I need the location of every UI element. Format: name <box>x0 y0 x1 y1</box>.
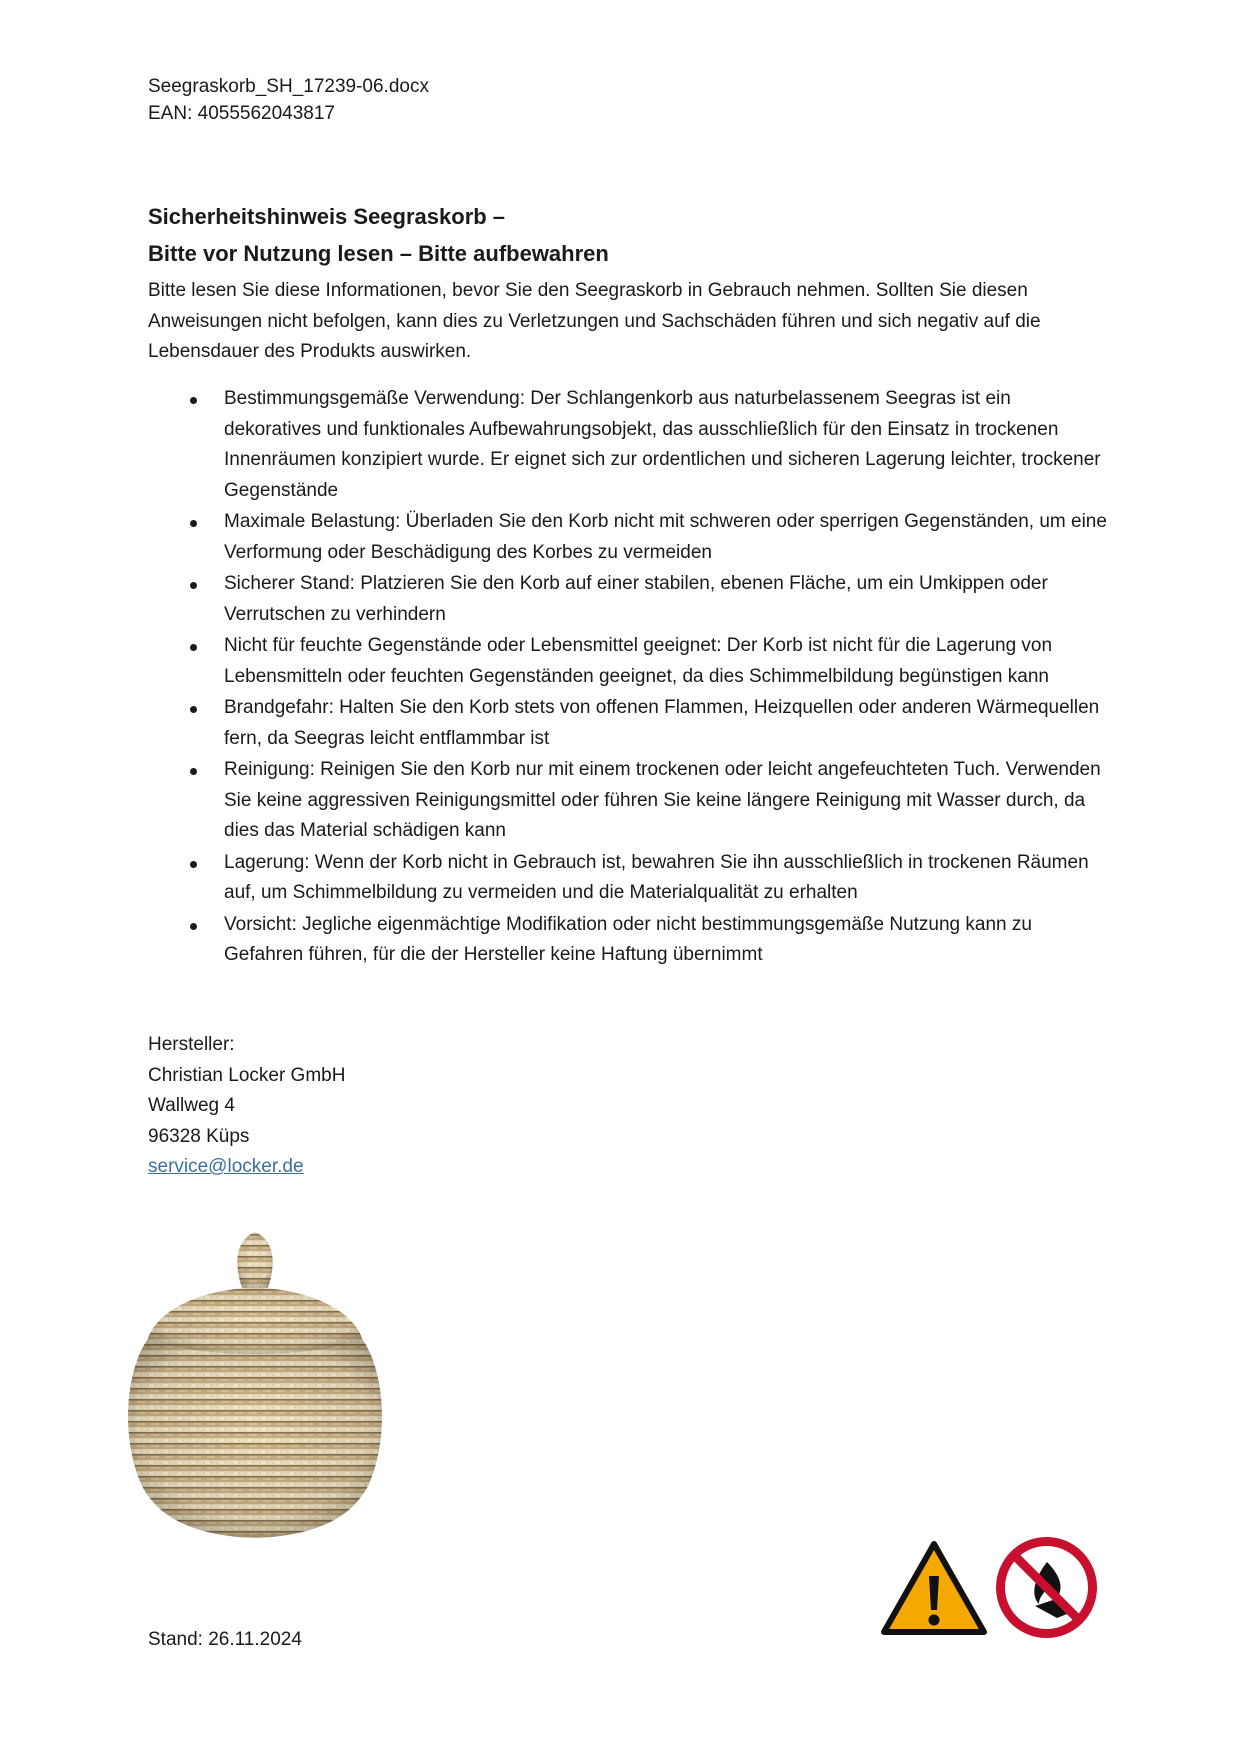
list-item: Reinigung: Reinigen Sie den Korb nur mit einem trockenen oder leicht angefeuchteten Tuch. Verwenden Sie keine aggressiven Reinigungsmittel oder führen Sie keine längere Reinigung mit Wasser durch, da dies das Material schädigen kann <box>190 755 1110 847</box>
manufacturer-street: Wallweg 4 <box>148 1095 235 1116</box>
bullet-icon <box>190 861 197 868</box>
no-open-flame-icon <box>995 1536 1098 1639</box>
manufacturer-city: 96328 Küps <box>148 1125 250 1147</box>
list-item: Sicherer Stand: Platzieren Sie den Korb auf einer stabilen, ebenen Fläche, um ein Umkippen oder Verrutschen zu verhindern <box>190 569 1110 630</box>
bullet-icon <box>190 520 197 527</box>
warning-triangle-icon <box>880 1540 988 1638</box>
document-header <box>148 73 429 127</box>
list-item: Maximale Belastung: Überladen Sie den Korb nicht mit schweren oder sperrigen Gegenständen, um eine Verformung oder Beschädigung des Korbes zu vermeiden <box>190 507 1110 568</box>
manufacturer-label: Hersteller: <box>148 1034 235 1055</box>
manufacturer-email-link[interactable]: service@locker.de <box>148 1156 304 1177</box>
ean-code: EAN: 4055562043817 <box>148 103 335 124</box>
title-line-1: Sicherheitshinweis Seegraskorb – <box>148 204 506 229</box>
bullet-icon <box>190 397 197 404</box>
intro-paragraph: Bitte lesen Sie diese Informationen, bevor Sie den Seegraskorb in Gebrauch nehmen. Sollten Sie diesen Anweisungen nicht befolgen, kann dies zu Verletzungen und Sachschäden führen und sich negativ auf die Lebensdauer des Produkts auswirken. <box>148 280 1041 362</box>
list-item: Nicht für feuchte Gegenstände oder Lebensmittel geeignet: Der Korb ist nicht für die Lagerung von Lebensmitteln oder feuchten Gegenständen geeignet, da dies Schimmelbildung begünstigen kann <box>190 631 1110 692</box>
bullet-icon <box>190 768 197 775</box>
list-item: Vorsicht: Jegliche eigenmächtige Modifikation oder nicht bestimmungsgemäße Nutzung kann zu Gefahren führen, für die der Hersteller keine Haftung übernimmt <box>190 910 1110 971</box>
bullet-icon <box>190 706 197 713</box>
bullet-icon <box>190 923 197 930</box>
list-item: Lagerung: Wenn der Korb nicht in Gebrauch ist, bewahren Sie ihn ausschließlich in trockenen Räumen auf, um Schimmelbildung zu vermeiden und die Materialqualität zu erhalten <box>190 848 1110 909</box>
manufacturer-block <box>148 1030 345 1183</box>
bullet-icon <box>190 644 197 651</box>
title-line-2: Bitte vor Nutzung lesen – Bitte aufbewahren <box>148 241 609 266</box>
page-title <box>148 198 609 272</box>
list-item: Bestimmungsgemäße Verwendung: Der Schlangenkorb aus naturbelassenem Seegras ist ein dekoratives und funktionales Aufbewahrungsobjekt, das ausschließlich für den Einsatz in trockenen Innenräumen konzipiert wurde. Er eignet sich zur ordentlichen und sicheren Lagerung leichter, trockener Gegenstände <box>190 384 1110 506</box>
list-item: Brandgefahr: Halten Sie den Korb stets von offenen Flammen, Heizquellen oder anderen Wärmequellen fern, da Seegras leicht entflammbar ist <box>190 693 1110 754</box>
stand-date: Stand: 26.11.2024 <box>148 1629 302 1650</box>
manufacturer-name: Christian Locker GmbH <box>148 1064 346 1086</box>
safety-list <box>190 384 1110 972</box>
bullet-icon <box>190 582 197 589</box>
file-name: Seegraskorb_SH_17239-06.docx <box>148 76 429 97</box>
seagrass-basket-image <box>120 1218 390 1548</box>
